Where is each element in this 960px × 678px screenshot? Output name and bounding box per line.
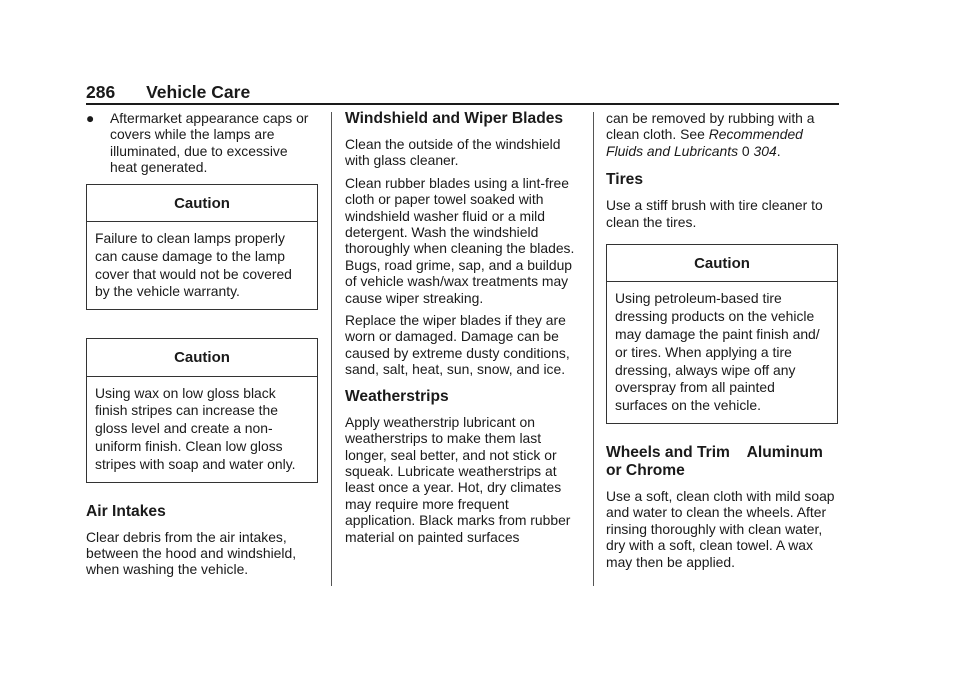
- caution-body: Failure to clean lamps properly can cause damage to the lamp cover that would not be covered by the vehicle warranty.: [95, 230, 292, 300]
- caution-heading: Caution: [87, 185, 317, 222]
- continued-text: can be removed by rubbing with a clean cloth. See: [606, 110, 815, 143]
- xref-page[interactable]: 304: [753, 142, 777, 159]
- xref-link[interactable]: Recommended Fluids and Lubricants: [606, 126, 803, 159]
- caution-body: Using petroleum-based tire dressing products on the vehicle may damage the paint finish and/ or tires. When applying a tire dressing, always wipe off any overspray from all painted surfaces on the vehicle.: [615, 290, 820, 414]
- continued-paragraph: [606, 110, 838, 159]
- column-3: [606, 110, 838, 576]
- windshield-para-3: Replace the wiper blades if they are worn or damaged. Damage can be caused by extreme dusty conditions, sand, salt, heat, sun, snow, and ice.: [345, 312, 570, 378]
- caution-box-wax: [86, 338, 318, 482]
- column-divider-1: [331, 112, 332, 586]
- column-2: [345, 110, 577, 551]
- wheels-text: Use a soft, clean cloth with mild soap and water to clean the wheels. After rinsing thoroughly with clean water, dry with a soft, clean towel. A wax may then be applied.: [606, 488, 835, 570]
- windshield-para-2: Clean rubber blades using a lint-free cloth or paper towel soaked with windshield washer fluid or a mild detergent. Wash the windshield thoroughly when cleaning the blades. Bugs, road grime, sap, and a buildup of vehicle wash/wax treatments may cause wiper streaking.: [345, 174, 575, 306]
- header-rule: [86, 103, 839, 105]
- tires-text: Use a stiff brush with tire cleaner to clean the tires.: [606, 197, 823, 230]
- caution-heading: Caution: [87, 339, 317, 376]
- windshield-para-1: Clean the outside of the windshield with glass cleaner.: [345, 136, 561, 169]
- page-number: 286: [86, 82, 116, 102]
- caution-box-tires: [606, 244, 838, 424]
- caution-body: Using wax on low gloss black finish stripes can increase the gloss level and create a non-uniform finish. Clean low gloss stripes with soap and water only.: [95, 384, 296, 472]
- heading-tires: Tires: [606, 171, 643, 189]
- bullet-icon: ●: [86, 110, 95, 126]
- heading-air-intakes: Air Intakes: [86, 502, 166, 520]
- air-intakes-text: Clear debris from the air intakes, between the hood and windshield, when washing the vehicle.: [86, 528, 297, 578]
- heading-wheels: Wheels and Trim Aluminum or Chrome: [606, 444, 828, 480]
- bullet-text: Aftermarket appearance caps or covers while the lamps are illuminated, due to excessive heat generated.: [110, 110, 309, 176]
- caution-heading: Caution: [607, 245, 837, 282]
- section-title: Vehicle Care: [146, 82, 251, 102]
- heading-windshield: Windshield and Wiper Blades: [345, 110, 564, 127]
- column-1: [86, 110, 318, 584]
- caution-box-lamps: [86, 184, 318, 311]
- xref-end: .: [776, 142, 781, 159]
- heading-weatherstrips: Weatherstrips: [345, 387, 449, 405]
- column-divider-2: [593, 112, 594, 586]
- page-ref-icon: 0: [741, 142, 750, 159]
- bullet-item: [86, 110, 318, 176]
- page-header: [86, 82, 250, 103]
- weatherstrips-text: Apply weatherstrip lubricant on weatherstrips to make them last longer, seal better, and not stick or squeak. Lubricate weatherstrips at least once a year. Hot, dry climates may require more frequent application. Black marks from rubber material on painted surfaces: [345, 413, 571, 545]
